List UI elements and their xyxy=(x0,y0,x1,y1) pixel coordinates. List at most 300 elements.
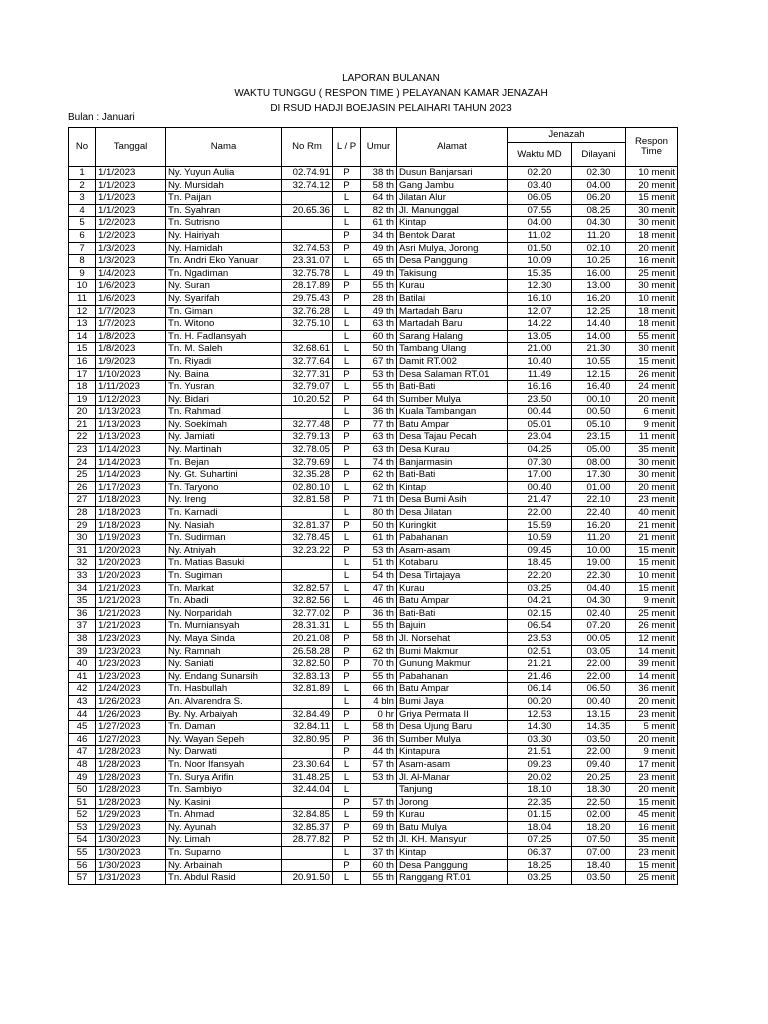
cell-no: 13 xyxy=(69,318,96,331)
cell-norm xyxy=(282,229,333,242)
cell-no: 27 xyxy=(69,494,96,507)
cell-tanggal: 1/30/2023 xyxy=(96,847,166,860)
cell-no: 33 xyxy=(69,570,96,583)
cell-umur: 49 th xyxy=(361,267,397,280)
cell-tanggal: 1/18/2023 xyxy=(96,507,166,520)
table-row xyxy=(69,771,678,784)
col-header-tanggal: Tanggal xyxy=(96,128,166,167)
cell-dilayani: 14.35 xyxy=(572,721,626,734)
cell-respon-time: 20 menit xyxy=(626,733,678,746)
cell-dilayani: 17.30 xyxy=(572,469,626,482)
cell-umur: 0 hr xyxy=(361,708,397,721)
cell-nama: Tn. Ngadiman xyxy=(166,267,282,280)
cell-no: 26 xyxy=(69,481,96,494)
cell-waktu-md: 00.44 xyxy=(508,406,572,419)
cell-alamat: Damit RT.002 xyxy=(397,355,508,368)
cell-lp: L xyxy=(333,343,361,356)
cell-lp: P xyxy=(333,368,361,381)
cell-norm: 20.65.36 xyxy=(282,204,333,217)
cell-no: 44 xyxy=(69,708,96,721)
cell-lp: P xyxy=(333,658,361,671)
cell-respon-time: 20 menit xyxy=(626,481,678,494)
cell-dilayani: 04.00 xyxy=(572,179,626,192)
cell-umur: 66 th xyxy=(361,683,397,696)
cell-waktu-md: 05.01 xyxy=(508,418,572,431)
cell-alamat: Kurau xyxy=(397,809,508,822)
cell-no: 34 xyxy=(69,582,96,595)
cell-alamat: Jl. Al-Manar xyxy=(397,771,508,784)
cell-no: 51 xyxy=(69,796,96,809)
cell-alamat: Batu Mulya xyxy=(397,821,508,834)
cell-tanggal: 1/13/2023 xyxy=(96,406,166,419)
cell-lp: L xyxy=(333,330,361,343)
cell-norm: 29.75.43 xyxy=(282,292,333,305)
table-row xyxy=(69,179,678,192)
cell-nama: Ny. Nasiah xyxy=(166,519,282,532)
cell-waktu-md: 21.00 xyxy=(508,343,572,356)
table-row xyxy=(69,708,678,721)
cell-waktu-md: 16.10 xyxy=(508,292,572,305)
cell-umur xyxy=(361,784,397,797)
cell-no: 3 xyxy=(69,192,96,205)
table-row xyxy=(69,519,678,532)
cell-respon-time: 23 menit xyxy=(626,494,678,507)
cell-dilayani: 07.00 xyxy=(572,847,626,860)
table-row xyxy=(69,507,678,520)
cell-umur: 57 th xyxy=(361,758,397,771)
cell-alamat: Martadah Baru xyxy=(397,305,508,318)
cell-nama: Tn. Sutrisno xyxy=(166,217,282,230)
cell-no: 52 xyxy=(69,809,96,822)
table-row xyxy=(69,721,678,734)
cell-dilayani: 20.25 xyxy=(572,771,626,784)
cell-dilayani: 10.00 xyxy=(572,544,626,557)
cell-alamat: Desa Tirtajaya xyxy=(397,570,508,583)
cell-no: 8 xyxy=(69,255,96,268)
cell-lp: L xyxy=(333,204,361,217)
cell-respon-time: 24 menit xyxy=(626,381,678,394)
cell-lp: L xyxy=(333,620,361,633)
cell-lp: L xyxy=(333,507,361,520)
cell-lp: L xyxy=(333,771,361,784)
cell-umur: 60 th xyxy=(361,859,397,872)
cell-alamat: Dusun Banjarsari xyxy=(397,167,508,180)
cell-dilayani: 18.20 xyxy=(572,821,626,834)
cell-waktu-md: 14.30 xyxy=(508,721,572,734)
cell-tanggal: 1/9/2023 xyxy=(96,355,166,368)
cell-respon-time: 30 menit xyxy=(626,469,678,482)
cell-umur: 64 th xyxy=(361,393,397,406)
cell-no: 18 xyxy=(69,381,96,394)
cell-no: 28 xyxy=(69,507,96,520)
cell-waktu-md: 10.09 xyxy=(508,255,572,268)
cell-tanggal: 1/14/2023 xyxy=(96,469,166,482)
table-row xyxy=(69,267,678,280)
cell-tanggal: 1/1/2023 xyxy=(96,167,166,180)
table-row xyxy=(69,494,678,507)
cell-waktu-md: 22.20 xyxy=(508,570,572,583)
cell-alamat: Asri Mulya, Jorong xyxy=(397,242,508,255)
cell-respon-time: 30 menit xyxy=(626,217,678,230)
cell-alamat: Bentok Darat xyxy=(397,229,508,242)
col-header-jenazah: Jenazah xyxy=(508,128,626,143)
cell-tanggal: 1/7/2023 xyxy=(96,318,166,331)
cell-tanggal: 1/30/2023 xyxy=(96,859,166,872)
cell-no: 6 xyxy=(69,229,96,242)
cell-dilayani: 11.20 xyxy=(572,229,626,242)
cell-nama: Tn. Sudirman xyxy=(166,532,282,545)
report-hospital: DI RSUD HADJI BOEJASIN PELAIHARI TAHUN 2023 xyxy=(270,103,512,114)
table-row xyxy=(69,683,678,696)
cell-alamat: Bumi Jaya xyxy=(397,695,508,708)
cell-waktu-md: 22.35 xyxy=(508,796,572,809)
cell-dilayani: 18.40 xyxy=(572,859,626,872)
cell-no: 40 xyxy=(69,658,96,671)
cell-tanggal: 1/1/2023 xyxy=(96,204,166,217)
cell-umur: 55 th xyxy=(361,280,397,293)
table-row xyxy=(69,368,678,381)
cell-nama: Tn. Markat xyxy=(166,582,282,595)
cell-alamat: Jorong xyxy=(397,796,508,809)
cell-dilayani: 01.00 xyxy=(572,481,626,494)
cell-respon-time: 26 menit xyxy=(626,368,678,381)
cell-dilayani: 02.00 xyxy=(572,809,626,822)
cell-dilayani: 16.20 xyxy=(572,519,626,532)
cell-umur: 55 th xyxy=(361,620,397,633)
table-row xyxy=(69,318,678,331)
cell-no: 2 xyxy=(69,179,96,192)
cell-no: 46 xyxy=(69,733,96,746)
cell-nama: Tn. Witono xyxy=(166,318,282,331)
cell-nama: Tn. Paijan xyxy=(166,192,282,205)
table-row xyxy=(69,658,678,671)
cell-waktu-md: 07.25 xyxy=(508,834,572,847)
cell-norm: 32.75.78 xyxy=(282,267,333,280)
cell-tanggal: 1/26/2023 xyxy=(96,708,166,721)
cell-norm: 32.77.31 xyxy=(282,368,333,381)
cell-alamat: Kintap xyxy=(397,847,508,860)
cell-no: 17 xyxy=(69,368,96,381)
report-subtitle: WAKTU TUNGGU ( RESPON TIME ) PELAYANAN KAMAR JENAZAH xyxy=(234,88,548,99)
cell-norm: 32.74.53 xyxy=(282,242,333,255)
cell-nama: Ny. Suran xyxy=(166,280,282,293)
cell-lp: L xyxy=(333,305,361,318)
cell-dilayani: 22.10 xyxy=(572,494,626,507)
cell-respon-time: 25 menit xyxy=(626,607,678,620)
cell-alamat: Asam-asam xyxy=(397,758,508,771)
cell-tanggal: 1/21/2023 xyxy=(96,582,166,595)
table-row xyxy=(69,393,678,406)
cell-umur: 62 th xyxy=(361,645,397,658)
cell-tanggal: 1/28/2023 xyxy=(96,784,166,797)
cell-dilayani: 04.30 xyxy=(572,217,626,230)
cell-waktu-md: 09.23 xyxy=(508,758,572,771)
table-row xyxy=(69,217,678,230)
table-row xyxy=(69,570,678,583)
cell-respon-time: 15 menit xyxy=(626,859,678,872)
cell-dilayani: 06.50 xyxy=(572,683,626,696)
cell-alamat: Batu Ampar xyxy=(397,595,508,608)
table-row xyxy=(69,255,678,268)
cell-waktu-md: 21.51 xyxy=(508,746,572,759)
cell-no: 39 xyxy=(69,645,96,658)
cell-nama: Ny. Wayan Sepeh xyxy=(166,733,282,746)
cell-nama: Ny. Norparidah xyxy=(166,607,282,620)
cell-umur: 37 th xyxy=(361,847,397,860)
cell-no: 37 xyxy=(69,620,96,633)
col-header-lp: L / P xyxy=(333,128,361,167)
table-row xyxy=(69,645,678,658)
cell-umur: 64 th xyxy=(361,192,397,205)
cell-lp: P xyxy=(333,544,361,557)
cell-norm: 10.20.52 xyxy=(282,393,333,406)
cell-respon-time: 6 menit xyxy=(626,406,678,419)
cell-alamat: Martadah Baru xyxy=(397,318,508,331)
cell-tanggal: 1/8/2023 xyxy=(96,343,166,356)
cell-waktu-md: 00.40 xyxy=(508,481,572,494)
cell-respon-time: 15 menit xyxy=(626,796,678,809)
cell-alamat: Desa Kurau xyxy=(397,444,508,457)
cell-dilayani: 22.00 xyxy=(572,746,626,759)
cell-lp: P xyxy=(333,167,361,180)
cell-waktu-md: 11.49 xyxy=(508,368,572,381)
cell-tanggal: 1/6/2023 xyxy=(96,280,166,293)
cell-nama: Ny. Limah xyxy=(166,834,282,847)
cell-norm xyxy=(282,847,333,860)
cell-respon-time: 30 menit xyxy=(626,456,678,469)
cell-alamat: Bati-Bati xyxy=(397,607,508,620)
cell-umur: 53 th xyxy=(361,544,397,557)
cell-nama: Ny. Syarifah xyxy=(166,292,282,305)
cell-umur: 38 th xyxy=(361,167,397,180)
cell-dilayani: 03.50 xyxy=(572,872,626,885)
cell-dilayani: 00.50 xyxy=(572,406,626,419)
cell-norm: 32.84.85 xyxy=(282,809,333,822)
cell-norm: 32.85.37 xyxy=(282,821,333,834)
cell-waktu-md: 03.40 xyxy=(508,179,572,192)
cell-norm xyxy=(282,507,333,520)
cell-waktu-md: 07.30 xyxy=(508,456,572,469)
cell-dilayani: 08.25 xyxy=(572,204,626,217)
cell-umur: 55 th xyxy=(361,670,397,683)
cell-no: 53 xyxy=(69,821,96,834)
cell-alamat: Bati-Bati xyxy=(397,381,508,394)
cell-respon-time: 10 menit xyxy=(626,167,678,180)
cell-tanggal: 1/28/2023 xyxy=(96,771,166,784)
cell-lp: L xyxy=(333,406,361,419)
cell-lp: P xyxy=(333,859,361,872)
cell-norm: 32.83.13 xyxy=(282,670,333,683)
cell-tanggal: 1/4/2023 xyxy=(96,267,166,280)
table-row xyxy=(69,796,678,809)
cell-lp: P xyxy=(333,645,361,658)
cell-alamat: Sumber Mulya xyxy=(397,733,508,746)
cell-tanggal: 1/18/2023 xyxy=(96,494,166,507)
cell-dilayani: 08.00 xyxy=(572,456,626,469)
cell-tanggal: 1/28/2023 xyxy=(96,796,166,809)
table-row xyxy=(69,381,678,394)
cell-tanggal: 1/26/2023 xyxy=(96,695,166,708)
cell-no: 1 xyxy=(69,167,96,180)
cell-dilayani: 03.05 xyxy=(572,645,626,658)
cell-norm: 32.81.89 xyxy=(282,683,333,696)
cell-alamat: Jl. KH. Mansyur xyxy=(397,834,508,847)
cell-nama: Ny. Mursidah xyxy=(166,179,282,192)
cell-lp: L xyxy=(333,355,361,368)
table-row xyxy=(69,192,678,205)
cell-norm: 02.80.10 xyxy=(282,481,333,494)
cell-respon-time: 20 menit xyxy=(626,179,678,192)
cell-nama: Tn. Suparno xyxy=(166,847,282,860)
cell-respon-time: 9 menit xyxy=(626,418,678,431)
cell-tanggal: 1/12/2023 xyxy=(96,393,166,406)
cell-no: 22 xyxy=(69,431,96,444)
table-row xyxy=(69,544,678,557)
cell-respon-time: 55 menit xyxy=(626,330,678,343)
cell-waktu-md: 02.20 xyxy=(508,167,572,180)
cell-tanggal: 1/23/2023 xyxy=(96,670,166,683)
cell-waktu-md: 23.50 xyxy=(508,393,572,406)
cell-respon-time: 20 menit xyxy=(626,784,678,797)
cell-tanggal: 1/23/2023 xyxy=(96,658,166,671)
cell-lp: L xyxy=(333,481,361,494)
cell-alamat: Kotabaru xyxy=(397,557,508,570)
cell-waktu-md: 13.05 xyxy=(508,330,572,343)
table-row xyxy=(69,481,678,494)
cell-norm xyxy=(282,796,333,809)
table-row xyxy=(69,821,678,834)
cell-respon-time: 15 menit xyxy=(626,557,678,570)
cell-tanggal: 1/19/2023 xyxy=(96,532,166,545)
cell-norm: 31.48.25 xyxy=(282,771,333,784)
cell-dilayani: 02.40 xyxy=(572,607,626,620)
cell-nama: An. Alvarendra S. xyxy=(166,695,282,708)
table-body xyxy=(69,167,678,885)
cell-alamat: Jl. Norsehat xyxy=(397,632,508,645)
cell-tanggal: 1/3/2023 xyxy=(96,255,166,268)
cell-nama: Tn. Noor Ifansyah xyxy=(166,758,282,771)
cell-tanggal: 1/20/2023 xyxy=(96,544,166,557)
cell-waktu-md: 03.25 xyxy=(508,872,572,885)
cell-alamat: Tanjung xyxy=(397,784,508,797)
cell-alamat: Asam-asam xyxy=(397,544,508,557)
cell-norm: 32.79.13 xyxy=(282,431,333,444)
cell-nama: Tn. Ahmad xyxy=(166,809,282,822)
cell-tanggal: 1/6/2023 xyxy=(96,292,166,305)
cell-respon-time: 15 menit xyxy=(626,192,678,205)
cell-nama: Ny. Gt. Suhartini xyxy=(166,469,282,482)
cell-waktu-md: 11.02 xyxy=(508,229,572,242)
cell-tanggal: 1/29/2023 xyxy=(96,809,166,822)
cell-umur: 53 th xyxy=(361,368,397,381)
cell-nama: Tn. Andri Eko Yanuar xyxy=(166,255,282,268)
cell-lp: P xyxy=(333,796,361,809)
cell-dilayani: 11.20 xyxy=(572,532,626,545)
cell-norm: 32.84.11 xyxy=(282,721,333,734)
cell-norm: 32.78.05 xyxy=(282,444,333,457)
cell-umur: 50 th xyxy=(361,519,397,532)
cell-respon-time: 20 menit xyxy=(626,695,678,708)
table-row xyxy=(69,607,678,620)
cell-alamat: Desa Jilatan xyxy=(397,507,508,520)
cell-dilayani: 22.00 xyxy=(572,658,626,671)
cell-respon-time: 20 menit xyxy=(626,393,678,406)
table-row xyxy=(69,670,678,683)
cell-tanggal: 1/21/2023 xyxy=(96,595,166,608)
cell-no: 47 xyxy=(69,746,96,759)
cell-no: 56 xyxy=(69,859,96,872)
cell-waktu-md: 06.05 xyxy=(508,192,572,205)
cell-waktu-md: 06.54 xyxy=(508,620,572,633)
cell-waktu-md: 02.15 xyxy=(508,607,572,620)
cell-norm: 32.79.07 xyxy=(282,381,333,394)
cell-umur: 54 th xyxy=(361,570,397,583)
cell-nama: Ny. Kasini xyxy=(166,796,282,809)
cell-lp: P xyxy=(333,834,361,847)
cell-no: 7 xyxy=(69,242,96,255)
cell-nama: Tn. Abdul Rasid xyxy=(166,872,282,885)
col-header-alamat: Alamat xyxy=(397,128,508,167)
cell-lp: P xyxy=(333,229,361,242)
cell-norm xyxy=(282,406,333,419)
cell-lp: L xyxy=(333,192,361,205)
cell-tanggal: 1/21/2023 xyxy=(96,620,166,633)
table-row xyxy=(69,582,678,595)
cell-respon-time: 18 menit xyxy=(626,318,678,331)
cell-no: 23 xyxy=(69,444,96,457)
table-row xyxy=(69,746,678,759)
cell-lp: L xyxy=(333,570,361,583)
cell-respon-time: 11 menit xyxy=(626,431,678,444)
table-row xyxy=(69,355,678,368)
cell-umur: 59 th xyxy=(361,809,397,822)
cell-alamat: Kintapura xyxy=(397,746,508,759)
cell-umur: 28 th xyxy=(361,292,397,305)
cell-waktu-md: 07.55 xyxy=(508,204,572,217)
cell-umur: 34 th xyxy=(361,229,397,242)
cell-alamat: Takisung xyxy=(397,267,508,280)
cell-umur: 55 th xyxy=(361,381,397,394)
cell-umur: 51 th xyxy=(361,557,397,570)
cell-no: 35 xyxy=(69,595,96,608)
cell-waktu-md: 04.21 xyxy=(508,595,572,608)
cell-no: 31 xyxy=(69,544,96,557)
cell-no: 24 xyxy=(69,456,96,469)
cell-respon-time: 10 menit xyxy=(626,292,678,305)
cell-umur: 60 th xyxy=(361,330,397,343)
cell-tanggal: 1/18/2023 xyxy=(96,519,166,532)
cell-nama: By. Ny. Arbaiyah xyxy=(166,708,282,721)
cell-umur: 4 bln xyxy=(361,695,397,708)
cell-tanggal: 1/11/2023 xyxy=(96,381,166,394)
cell-norm: 20.91.50 xyxy=(282,872,333,885)
cell-no: 43 xyxy=(69,695,96,708)
cell-tanggal: 1/1/2023 xyxy=(96,192,166,205)
cell-lp: L xyxy=(333,381,361,394)
cell-dilayani: 12.25 xyxy=(572,305,626,318)
cell-no: 30 xyxy=(69,532,96,545)
cell-respon-time: 36 menit xyxy=(626,683,678,696)
col-header-respon-time-label: Respon Time xyxy=(634,136,669,157)
cell-lp: L xyxy=(333,595,361,608)
cell-lp: P xyxy=(333,733,361,746)
response-time-table xyxy=(68,127,678,885)
cell-umur: 36 th xyxy=(361,733,397,746)
cell-dilayani: 21.30 xyxy=(572,343,626,356)
cell-lp: L xyxy=(333,267,361,280)
cell-waktu-md: 06.37 xyxy=(508,847,572,860)
cell-lp: L xyxy=(333,721,361,734)
